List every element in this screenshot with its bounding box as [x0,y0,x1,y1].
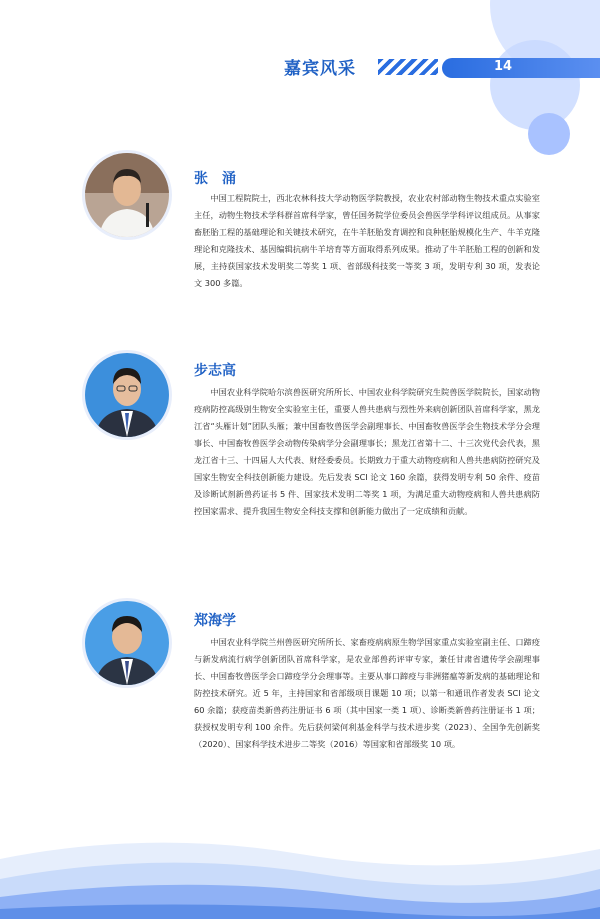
guest-name: 步志高 [194,363,236,379]
guest-bio: 中国农业科学院哈尔滨兽医研究所所长、中国农业科学院研究生院兽医学院院长，国家动物疫病防控高级别生物安全实验室主任，重要人兽共患病与烈性外来病创新团队首席科学家，黑龙江省“头雁计划”团队头雁；兼中国畜牧兽医学会副理事长、中国畜牧兽医学会生物技术学分会理事长、中国畜牧兽医学会动物传染病学分会副理事长；黑龙江省第十二、十三次党代会代表，黑龙江省十三、十四届人大代表、财经委委员。长期致力于重大动物疫病和人兽共患病防控研究及国家生物安全科技创新能力建设。先后发表 SCI 论文 160 余篇，获得发明专利 50 余件、疫苗及诊断试剂新兽药证书 5 件、国家技术发明二等奖 1 项，为满足重大动物疫病和人兽共患病防控国家需求、提升我国生物安全科技支撑和创新能力做出了一定成绩和贡献。 [194,387,540,516]
guest-bio: 中国农业科学院兰州兽医研究所所长、家畜疫病病原生物学国家重点实验室副主任、口蹄疫与新发病流行病学创新团队首席科学家，是农业部兽药评审专家，兼任甘肃省遗传学会副理事长、中国畜牧兽医学会口蹄疫学分会理事等。主要从事口蹄疫与非洲猪瘟等新发病的基础理论和防控技术研究。近 5 年，主持国家和省部级项目课题 10 项；以第一和通讯作者发表 SCI 论文 60 余篇；获疫苗类新兽药注册证书 6 项（其中国家一类 1 项）、诊断类新兽药注册证书 1 项；获授权发明专利 100 余件。先后获何梁何利基金科学与技术进步奖（2023）、全国争先创新奖（2020）、国家科学技术进步二等奖（2016）等国家和省部级奖 10 项。 [194,637,540,749]
guest-name: 郑海学 [194,613,236,629]
avatar [82,350,172,440]
decor-circle-small [528,113,570,155]
portrait-photo-icon [85,601,169,685]
page-header [0,52,600,84]
footer-wave-decoration [0,819,600,919]
page-number-tab [442,58,600,78]
avatar [82,598,172,688]
avatar [82,150,172,240]
portrait-photo-icon [85,353,169,437]
stripe-decoration [378,59,438,75]
guest-bio: 中国工程院院士，西北农林科技大学动物医学院教授，农业农村部动物生物技术重点实验室主任，动物生物技术学科群首席科学家，曾任国务院学位委员会兽医学学科评议组成员。从事家畜胚胎工程的基础理论和关键技术研究，在牛羊胚胎发育调控和良种胚胎规模化生产、牛羊克隆理论和克隆技术、基因编辑抗病牛羊培育等方面取得系列成果。推动了牛羊胚胎工程的创新和发展，主持获国家技术发明奖二等奖 1 项、省部级科技奖一等奖 3 项，发明专利 30 项，发表论文 300 多篇。 [194,193,540,288]
section-title: 嘉宾风采 [284,59,356,79]
guest-name: 张 涌 [194,171,236,187]
page-number: 14 [494,59,513,74]
portrait-photo-icon [85,153,169,237]
